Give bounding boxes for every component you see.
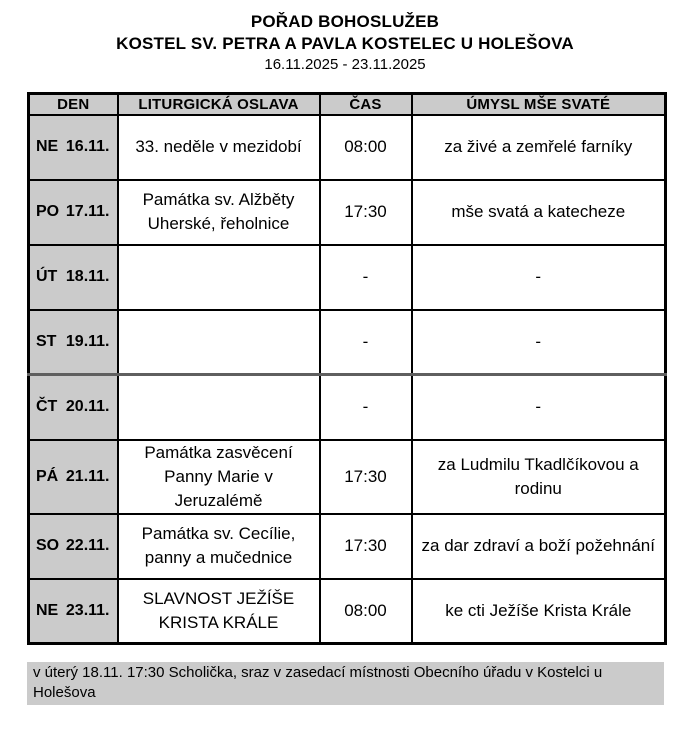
time-cell: -: [320, 375, 412, 440]
column-header-celebration: LITURGICKÁ OSLAVA: [118, 94, 320, 115]
day-date: 19.11.: [65, 332, 110, 350]
day-cell: [29, 310, 118, 375]
time-cell: 08:00: [320, 115, 412, 180]
celebration-cell: [118, 310, 320, 375]
document-header: [0, 0, 690, 75]
day-abbr: PÁ: [36, 467, 59, 485]
intention-cell: -: [412, 310, 666, 375]
time-cell: 08:00: [320, 579, 412, 644]
day-cell: [29, 514, 118, 579]
schedule-row: [29, 375, 666, 440]
day-date: 21.11.: [65, 467, 110, 485]
time-cell: 17:30: [320, 514, 412, 579]
schedule-row: [29, 310, 666, 375]
time-cell: -: [320, 245, 412, 310]
day-date: 22.11.: [65, 537, 110, 554]
footer-note: v úterý 18.11. 17:30 Scholička, sraz v zasedací místnosti Obecního úřadu v Kostelci u Holešova: [27, 662, 664, 705]
celebration-cell: [118, 245, 320, 310]
church-name: KOSTEL SV. PETRA A PAVLA KOSTELEC U HOLEŠOVA: [116, 34, 574, 53]
day-abbr: PO: [36, 203, 60, 220]
day-abbr: NE: [36, 601, 59, 619]
time-cell: -: [320, 310, 412, 375]
intention-cell: za živé a zemřelé farníky: [412, 115, 666, 180]
day-date: 16.11.: [65, 138, 110, 155]
day-date: 18.11.: [65, 268, 110, 285]
page-title: POŘAD BOHOSLUŽEB: [250, 12, 440, 31]
schedule-row: [29, 245, 666, 310]
schedule-row: [29, 514, 666, 579]
schedule-row: [29, 579, 666, 644]
day-cell: [29, 115, 118, 180]
time-cell: 17:30: [320, 440, 412, 514]
intention-cell: za dar zdraví a boží požehnání: [412, 514, 666, 579]
column-header-time: ČAS: [320, 94, 412, 115]
day-cell: [29, 579, 118, 644]
intention-cell: ke cti Ježíše Krista Krále: [412, 579, 666, 644]
celebration-cell: SLAVNOST JEŽÍŠE KRISTA KRÁLE: [118, 579, 320, 644]
intention-cell: -: [412, 375, 666, 440]
day-date: 20.11.: [65, 398, 110, 416]
day-cell: [29, 375, 118, 440]
day-abbr: ČT: [36, 398, 58, 416]
day-abbr: ÚT: [36, 268, 58, 285]
date-range: 16.11.2025 - 23.11.2025: [264, 56, 426, 73]
column-header-intention: ÚMYSL MŠE SVATÉ: [412, 94, 666, 115]
schedule-table: [27, 92, 667, 645]
day-abbr: ST: [36, 332, 57, 350]
celebration-cell: [118, 375, 320, 440]
day-abbr: SO: [36, 537, 60, 554]
column-header-day: DEN: [29, 94, 118, 115]
schedule-row: [29, 115, 666, 180]
day-abbr: NE: [36, 138, 59, 155]
celebration-cell: 33. neděle v mezidobí: [118, 115, 320, 180]
celebration-cell: Památka sv. Cecílie, panny a mučednice: [118, 514, 320, 579]
schedule-row: [29, 180, 666, 245]
day-date: 23.11.: [65, 601, 110, 619]
day-date: 17.11.: [65, 203, 110, 220]
intention-cell: za Ludmilu Tkadlčíkovou a rodinu: [412, 440, 666, 514]
celebration-cell: Památka sv. Alžběty Uherské, řeholnice: [118, 180, 320, 245]
intention-cell: -: [412, 245, 666, 310]
time-cell: 17:30: [320, 180, 412, 245]
celebration-cell: Památka zasvěcení Panny Marie v Jeruzalémě: [118, 440, 320, 514]
schedule-row: [29, 440, 666, 514]
table-header-row: [29, 94, 666, 115]
intention-cell: mše svatá a katecheze: [412, 180, 666, 245]
day-cell: [29, 245, 118, 310]
day-cell: [29, 180, 118, 245]
day-cell: [29, 440, 118, 514]
